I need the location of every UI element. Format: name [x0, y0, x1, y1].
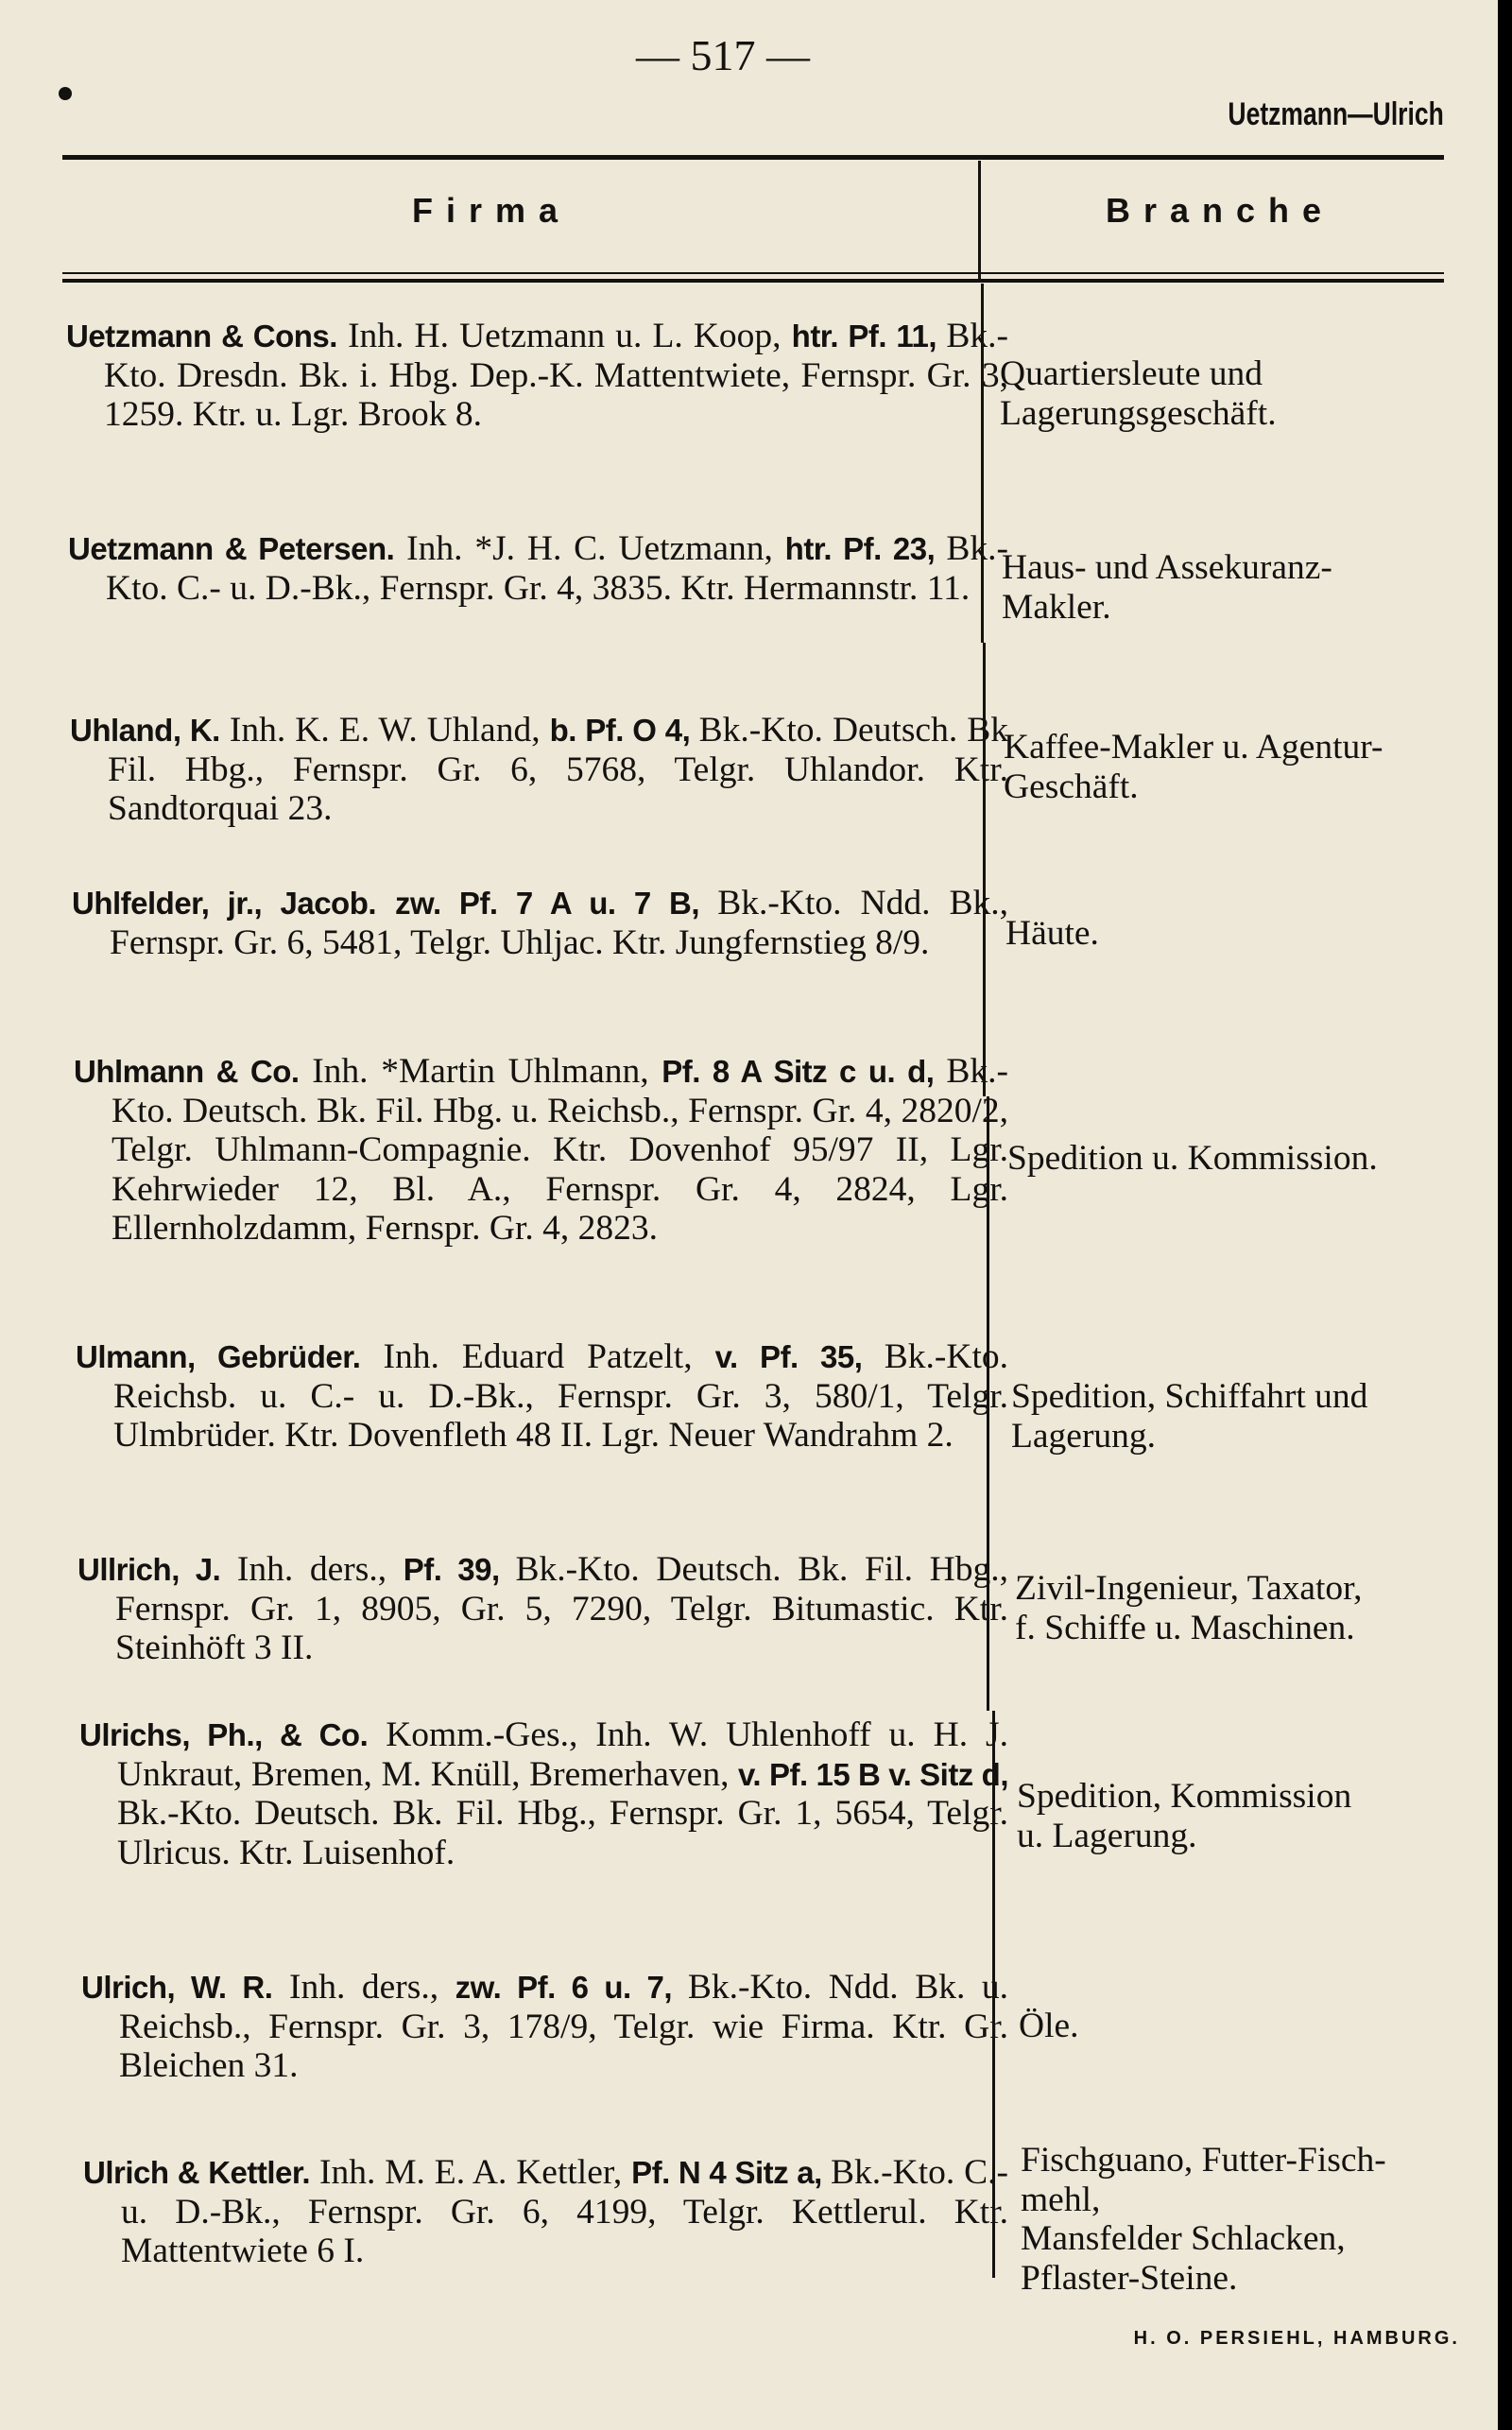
header-rule-thin	[62, 272, 1444, 274]
branche-line: mehl,	[1021, 2180, 1101, 2219]
owner-info: Inh. K. E. W. Uhland,	[229, 711, 550, 750]
owner-info: Inh. *J. H. C. Uetzmann,	[406, 529, 785, 568]
branche-line: Öle.	[1019, 2007, 1079, 2045]
postbox-info: b. Pf. O 4,	[549, 713, 699, 748]
directory-entry	[70, 711, 1008, 829]
firm-name: Ullrich, J.	[77, 1552, 221, 1587]
contact-info: Bk.-Kto. C.- u. D.-Bk., Fernspr. Gr. 4, 3835. Ktr. Hermannstr. 11.	[106, 529, 1009, 608]
firm-name: Uhlmann & Co.	[74, 1054, 300, 1089]
firm-name: Uetzmann & Cons.	[66, 319, 337, 353]
directory-entry	[74, 1052, 1008, 1249]
firm-name: Ulrich, W. R.	[81, 1970, 273, 2005]
branche-text	[1002, 548, 1512, 627]
firm-name: Uhland, K.	[70, 713, 220, 748]
branche-line: f. Schiffe u. Maschinen.	[1015, 1608, 1355, 1647]
running-head: Uetzmann—Ulrich	[1228, 96, 1444, 132]
branche-text	[1017, 1777, 1512, 1855]
column-divider	[978, 161, 981, 279]
postbox-info: Pf. N 4 Sitz a,	[631, 2155, 831, 2190]
directory-entry	[79, 1715, 1008, 1872]
directory-entry	[77, 1550, 1008, 1668]
contact-info: Bk.-Kto. Ndd. Bk., Fernspr. Gr. 6, 5481, Telgr. Uhljac. Ktr. Jungfernstieg 8/9.	[110, 884, 1008, 962]
firm-name: Uhlfelder, jr., Jacob.	[72, 886, 377, 921]
directory-entry	[66, 317, 1008, 435]
branche-line: Fischguano, Futter-Fisch-	[1021, 2141, 1386, 2180]
owner-info: Inh. M. E. A. Kettler,	[318, 2153, 632, 2192]
owner-info: Komm.-Ges., Inh. W. Uhlenhoff u. H. J. Unkraut, Bremen, M. Knüll, Bremerhaven,	[117, 1715, 1009, 1794]
firm-name: Uetzmann & Petersen.	[68, 531, 395, 566]
contact-info: Bk.-Kto. Deutsch. Bk. Fil. Hbg., Fernspr. Gr. 1, 5654, Telgr. Ulricus. Ktr. Luisenhof.	[117, 1794, 1008, 1872]
postbox-info: v. Pf. 35,	[714, 1339, 885, 1374]
contact-info: Bk.-Kto. Ndd. Bk. u. Reichsb., Fernspr. Gr. 3, 178/9, Telgr. wie Firma. Ktr. Gr. Bleichen 31.	[119, 1968, 1009, 2085]
branche-line: Häute.	[1005, 914, 1099, 953]
contact-info: Bk.-Kto. Deutsch. Bk Fil. Hbg., Fernspr. Gr. 6, 5768, Telgr. Uhlandor. Ktr. Sandtorquai 23.	[108, 711, 1009, 828]
branche-text	[1019, 2007, 1512, 2046]
page-number: — 517 —	[636, 31, 810, 79]
branche-line: Spedition, Schiffahrt und	[1011, 1377, 1368, 1416]
owner-info: Inh. ders.,	[236, 1550, 404, 1589]
contact-info: Bk.-Kto. Deutsch. Bk. Fil. Hbg. u. Reichsb., Fernspr. Gr. 4, 2820/2, Telgr. Uhlmann-Compagnie. Ktr. Dovenhof 95/97 II, Lgr. Kehrwieder 12, Bl. A., Fernspr. Gr. 4, 2824, Lgr. Ellernholzdamm, Fernspr. Gr. 4, 2823.	[112, 1052, 1008, 1248]
branche-text	[1021, 2141, 1512, 2298]
branche-line: Geschäft.	[1004, 767, 1139, 806]
branche-line: Makler.	[1002, 587, 1111, 627]
owner-info: Inh. Eduard Patzelt,	[383, 1337, 715, 1376]
top-rule	[62, 155, 1444, 160]
printer-imprint: H. O. PERSIEHL, HAMBURG.	[1133, 2328, 1460, 2349]
contact-info: Bk.-Kto. Reichsb. u. C.- u. D.-Bk., Fernspr. Gr. 3, 580/1, Telgr. Ulmbrüder. Ktr. Dovenfleth 48 II. Lgr. Neuer Wandrahm 2.	[113, 1337, 1009, 1455]
branche-line: u. Lagerung.	[1017, 1816, 1197, 1855]
branche-line: Pflaster-Steine.	[1021, 2258, 1238, 2298]
postbox-info: zw. Pf. 7 A u. 7 B,	[395, 886, 718, 921]
branche-text	[1000, 354, 1512, 433]
postbox-info: Pf. 39,	[403, 1552, 516, 1587]
branche-line: Lagerungsgeschäft.	[1000, 393, 1277, 433]
owner-info: Inh. H. Uetzmann u. L. Koop,	[348, 317, 792, 355]
column-header-branche: Branche	[1106, 191, 1335, 230]
owner-info: Inh. ders.,	[288, 1968, 455, 2007]
postbox-info: zw. Pf. 6 u. 7,	[455, 1970, 688, 2005]
branche-text	[1005, 914, 1512, 954]
branche-text	[1004, 728, 1512, 806]
postbox-info: htr. Pf. 23,	[784, 531, 947, 566]
directory-entry	[81, 1968, 1008, 2086]
postbox-info: v. Pf. 15 B v. Sitz d,	[738, 1756, 1008, 1792]
branche-line: Mansfelder Schlacken,	[1021, 2219, 1346, 2258]
branche-line: Lagerung.	[1011, 1416, 1157, 1456]
column-header-firma: Firma	[412, 191, 572, 230]
branche-text	[1011, 1377, 1512, 1456]
branche-text	[1007, 1139, 1512, 1179]
directory-entry	[83, 2153, 1008, 2271]
contact-info: Bk.-Kto. Dresdn. Bk. i. Hbg. Dep.-K. Mattentwiete, Fernspr. Gr. 3, 1259. Ktr. u. Lgr. Brook 8.	[104, 317, 1008, 434]
header-rule-thick	[62, 279, 1444, 283]
postbox-info: Pf. 8 A Sitz c u. d,	[662, 1054, 947, 1089]
branche-text	[1015, 1569, 1512, 1647]
ink-dot	[59, 87, 72, 100]
firm-name: Ulrich & Kettler.	[83, 2155, 311, 2190]
branche-line: Quartiersleute und	[1000, 354, 1263, 393]
firm-name: Ulmann, Gebrüder.	[76, 1339, 361, 1374]
branche-line: Spedition u. Kommission.	[1007, 1139, 1378, 1178]
branche-line: Zivil-Ingenieur, Taxator,	[1015, 1569, 1363, 1608]
postbox-info: htr. Pf. 11,	[791, 319, 947, 353]
directory-entry	[68, 529, 1008, 608]
directory-entry	[76, 1337, 1008, 1456]
contact-info: Bk.-Kto. C.- u. D.-Bk., Fernspr. Gr. 6, 4199, Telgr. Kettlerul. Ktr. Mattentwiete 6 I.	[121, 2153, 1009, 2270]
firm-name: Ulrichs, Ph., & Co.	[79, 1717, 369, 1752]
owner-info: Inh. *Martin Uhlmann,	[312, 1052, 662, 1091]
branche-line: Kaffee-Makler u. Agentur-	[1004, 728, 1383, 767]
branche-line: Spedition, Kommission	[1017, 1777, 1352, 1816]
directory-entry	[72, 884, 1008, 962]
branche-line: Haus- und Assekuranz-	[1002, 548, 1332, 587]
contact-info: Bk.-Kto. Deutsch. Bk. Fil. Hbg., Fernspr. Gr. 1, 8905, Gr. 5, 7290, Telgr. Bitumastic. Ktr. Steinhöft 3 II.	[115, 1550, 1008, 1667]
